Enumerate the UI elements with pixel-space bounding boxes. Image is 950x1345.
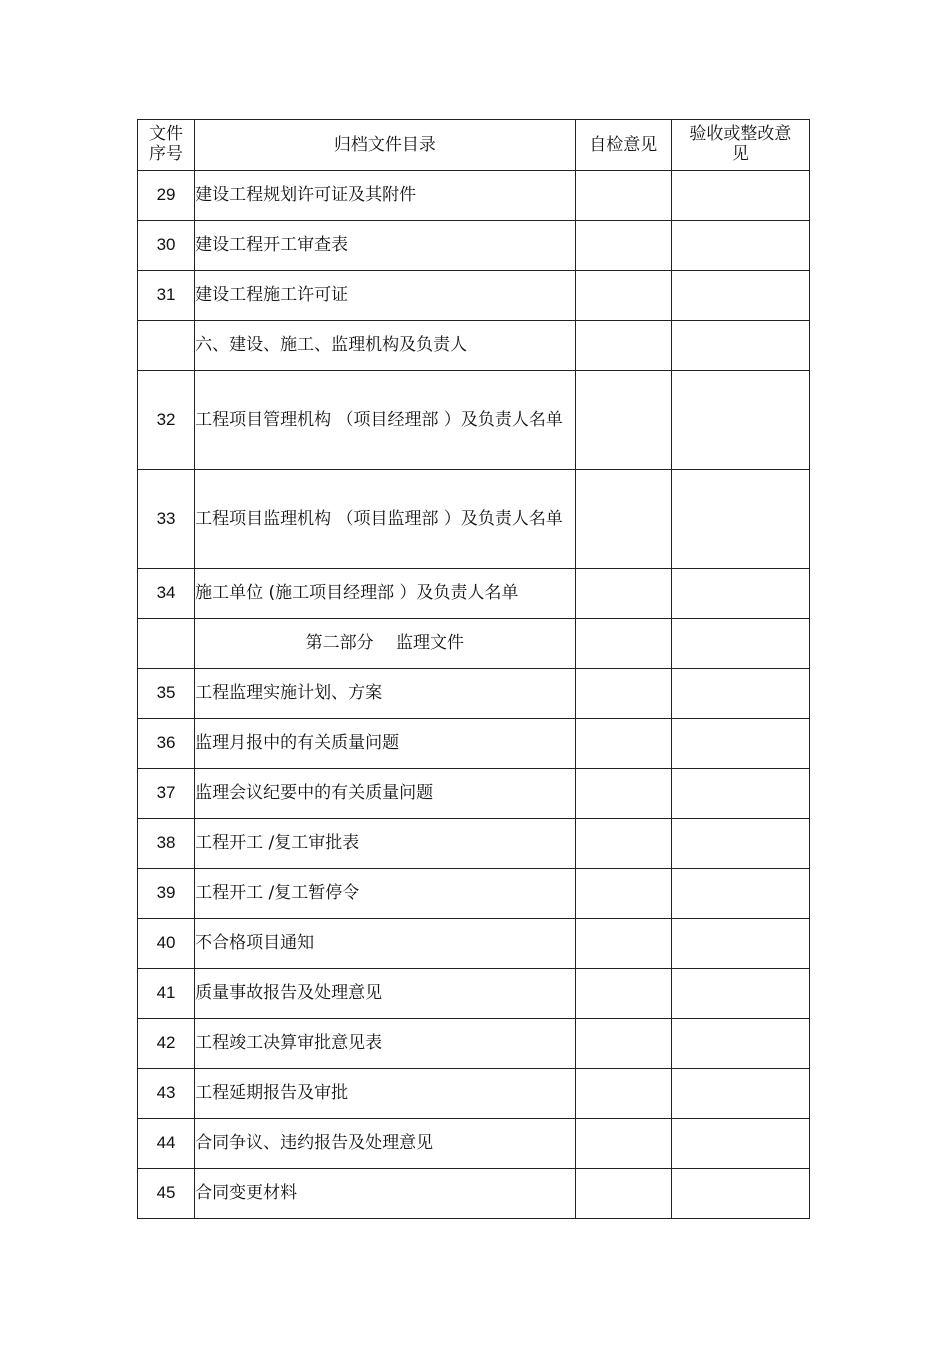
row-acceptance-cell xyxy=(671,171,809,221)
row-self-check-cell xyxy=(575,321,671,371)
row-file-number xyxy=(138,619,195,669)
row-file-title: 工程开工 /复工审批表 xyxy=(195,819,576,869)
row-self-check-cell xyxy=(575,769,671,819)
row-file-title: 监理会议纪要中的有关质量问题 xyxy=(195,769,576,819)
row-self-check-cell xyxy=(575,719,671,769)
row-file-title: 工程监理实施计划、方案 xyxy=(195,669,576,719)
row-file-title: 质量事故报告及处理意见 xyxy=(195,969,576,1019)
row-acceptance-cell xyxy=(671,1169,809,1219)
row-file-number: 42 xyxy=(138,1019,195,1069)
row-file-title: 建设工程规划许可证及其附件 xyxy=(195,171,576,221)
table-header xyxy=(138,120,810,171)
row-self-check-cell xyxy=(575,371,671,470)
table-row xyxy=(138,171,810,221)
row-acceptance-cell xyxy=(671,221,809,271)
row-file-number: 39 xyxy=(138,869,195,919)
table-body xyxy=(138,171,810,1219)
table-row xyxy=(138,619,810,669)
archive-file-table xyxy=(137,119,810,1219)
row-acceptance-cell xyxy=(671,619,809,669)
row-self-check-cell xyxy=(575,1069,671,1119)
row-file-number: 29 xyxy=(138,171,195,221)
row-file-title: 建设工程开工审查表 xyxy=(195,221,576,271)
row-self-check-cell xyxy=(575,171,671,221)
row-file-title: 工程项目监理机构 （项目监理部 ）及负责人名单 xyxy=(195,470,576,569)
row-file-title: 第二部分 监理文件 xyxy=(195,619,576,669)
table-row xyxy=(138,769,810,819)
table-row xyxy=(138,271,810,321)
row-file-number: 31 xyxy=(138,271,195,321)
table-row xyxy=(138,1119,810,1169)
row-self-check-cell xyxy=(575,669,671,719)
table-row xyxy=(138,1069,810,1119)
row-self-check-cell xyxy=(575,869,671,919)
row-acceptance-cell xyxy=(671,1019,809,1069)
row-file-title: 工程项目管理机构 （项目经理部 ）及负责人名单 xyxy=(195,371,576,470)
table-row xyxy=(138,969,810,1019)
row-file-number: 41 xyxy=(138,969,195,1019)
row-file-number: 30 xyxy=(138,221,195,271)
row-acceptance-cell xyxy=(671,1119,809,1169)
row-acceptance-cell xyxy=(671,869,809,919)
row-acceptance-cell xyxy=(671,1069,809,1119)
row-acceptance-cell xyxy=(671,669,809,719)
table-row xyxy=(138,719,810,769)
row-file-number xyxy=(138,321,195,371)
row-self-check-cell xyxy=(575,1019,671,1069)
table-row xyxy=(138,1169,810,1219)
table-row xyxy=(138,321,810,371)
header-acceptance-label: 验收或整改意见 xyxy=(689,124,792,164)
header-self-check: 自检意见 xyxy=(575,120,671,171)
table-row xyxy=(138,1019,810,1069)
table-row xyxy=(138,371,810,470)
row-file-title: 工程开工 /复工暂停令 xyxy=(195,869,576,919)
row-file-title: 合同变更材料 xyxy=(195,1169,576,1219)
row-acceptance-cell xyxy=(671,919,809,969)
row-file-number: 43 xyxy=(138,1069,195,1119)
table-row xyxy=(138,569,810,619)
table-row xyxy=(138,819,810,869)
row-acceptance-cell xyxy=(671,470,809,569)
row-file-title: 建设工程施工许可证 xyxy=(195,271,576,321)
row-self-check-cell xyxy=(575,969,671,1019)
row-acceptance-cell xyxy=(671,321,809,371)
header-acceptance xyxy=(671,120,809,171)
row-file-title: 施工单位 (施工项目经理部 ）及负责人名单 xyxy=(195,569,576,619)
row-self-check-cell xyxy=(575,619,671,669)
row-file-title: 监理月报中的有关质量问题 xyxy=(195,719,576,769)
row-file-number: 34 xyxy=(138,569,195,619)
row-self-check-cell xyxy=(575,271,671,321)
row-file-number: 35 xyxy=(138,669,195,719)
row-file-number: 45 xyxy=(138,1169,195,1219)
table-row xyxy=(138,919,810,969)
row-file-number: 33 xyxy=(138,470,195,569)
row-file-title: 六、建设、施工、监理机构及负责人 xyxy=(195,321,576,371)
row-acceptance-cell xyxy=(671,569,809,619)
table-row xyxy=(138,221,810,271)
row-self-check-cell xyxy=(575,569,671,619)
row-file-number: 40 xyxy=(138,919,195,969)
header-archive-catalog: 归档文件目录 xyxy=(195,120,576,171)
table-row xyxy=(138,869,810,919)
header-file-number-label: 文件序号 xyxy=(149,124,184,164)
row-file-title: 工程延期报告及审批 xyxy=(195,1069,576,1119)
row-self-check-cell xyxy=(575,1169,671,1219)
row-acceptance-cell xyxy=(671,371,809,470)
row-self-check-cell xyxy=(575,919,671,969)
row-file-number: 36 xyxy=(138,719,195,769)
row-file-title: 合同争议、违约报告及处理意见 xyxy=(195,1119,576,1169)
row-file-title: 不合格项目通知 xyxy=(195,919,576,969)
row-acceptance-cell xyxy=(671,819,809,869)
header-file-number xyxy=(138,120,195,171)
row-self-check-cell xyxy=(575,221,671,271)
row-acceptance-cell xyxy=(671,271,809,321)
row-self-check-cell xyxy=(575,819,671,869)
table-row xyxy=(138,669,810,719)
row-file-number: 44 xyxy=(138,1119,195,1169)
row-self-check-cell xyxy=(575,470,671,569)
row-self-check-cell xyxy=(575,1119,671,1169)
row-file-title: 工程竣工决算审批意见表 xyxy=(195,1019,576,1069)
row-acceptance-cell xyxy=(671,719,809,769)
row-acceptance-cell xyxy=(671,969,809,1019)
row-acceptance-cell xyxy=(671,769,809,819)
row-file-number: 38 xyxy=(138,819,195,869)
row-file-number: 37 xyxy=(138,769,195,819)
row-file-number: 32 xyxy=(138,371,195,470)
table-row xyxy=(138,470,810,569)
